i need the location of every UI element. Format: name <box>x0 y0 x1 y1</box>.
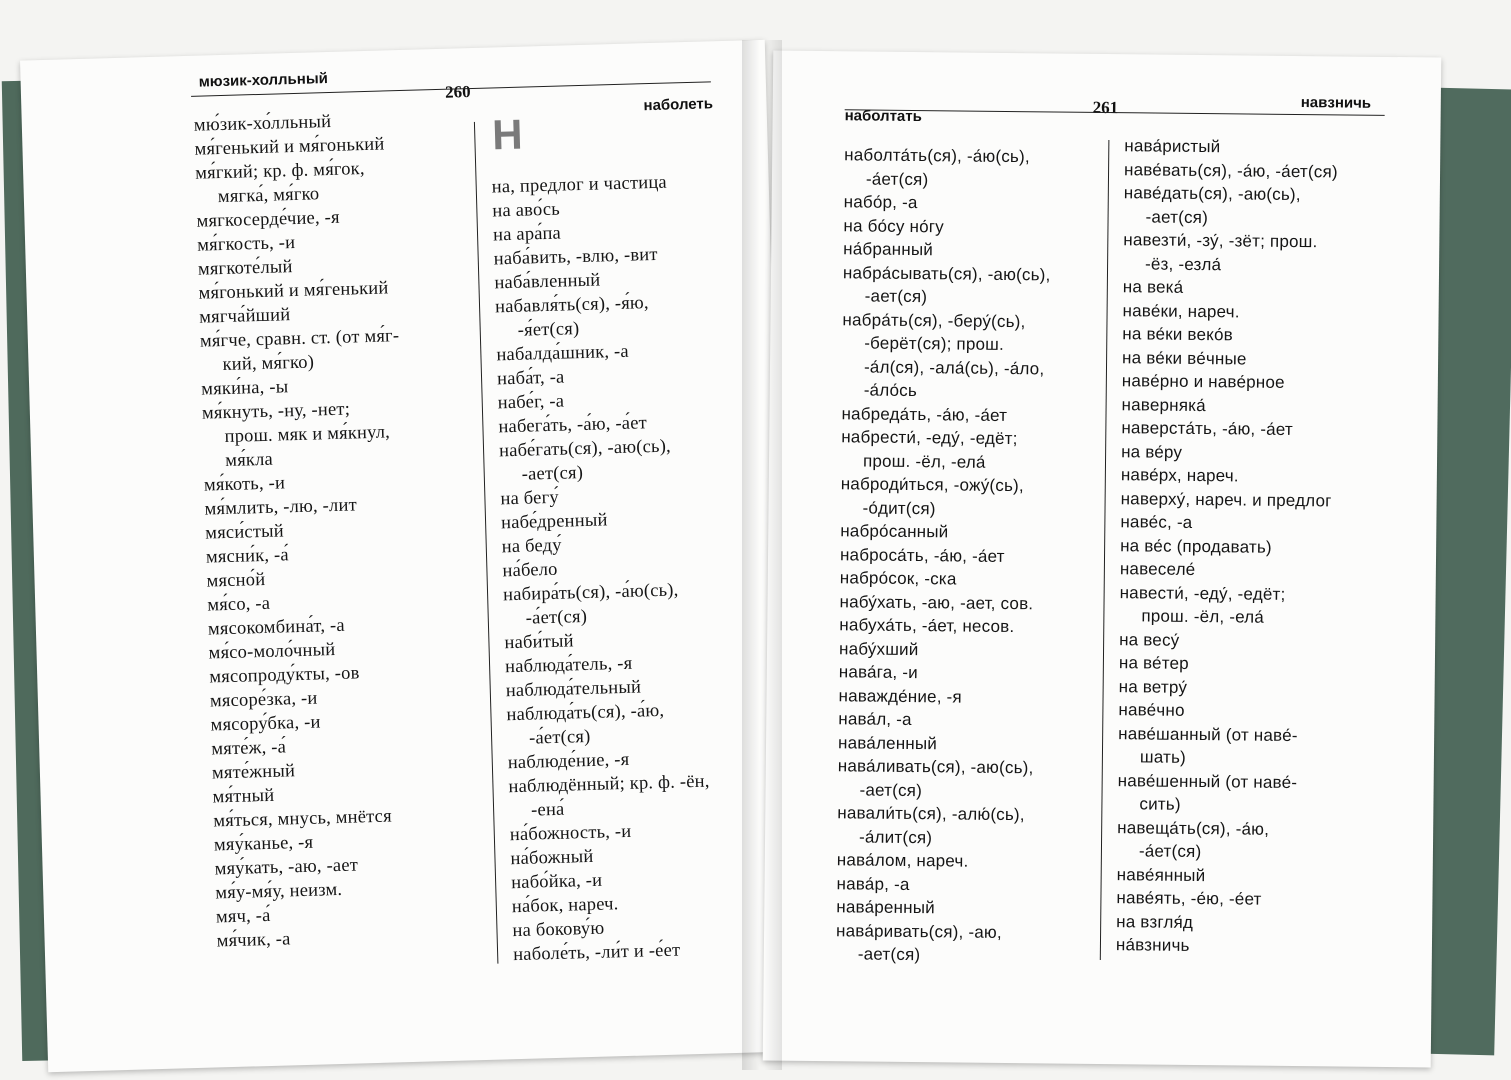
dictionary-entry-line: на́бок, нареч. <box>511 894 619 918</box>
dictionary-entry-line: набе́г, -а <box>497 391 565 414</box>
dictionary-entry-line: прош. -ёл, -ела́ <box>862 450 986 472</box>
dictionary-entry-line: мя́тный <box>212 785 275 808</box>
dictionary-entry-line: кий, мя́гко) <box>222 352 315 376</box>
dictionary-entry-line: набо́р, -а <box>843 192 918 213</box>
dictionary-entry-line: наблюда́тельный <box>505 677 642 702</box>
left-page <box>20 40 793 1072</box>
dictionary-entry-line: -ает(ся) <box>1145 206 1209 227</box>
dictionary-entry-line: навеща́ть(ся), -а́ю, <box>1117 817 1270 839</box>
dictionary-entry-line: мя́со-моло́чный <box>208 640 336 664</box>
right-running-head-first: наболтать <box>844 107 922 126</box>
dictionary-entry-line: набу́хать, -аю, -ает, сов. <box>839 591 1034 613</box>
dictionary-entry-line: на́бранный <box>843 239 934 260</box>
dictionary-entry-line: наве́чно <box>1118 700 1185 720</box>
dictionary-entry-line: мя́чик, -а <box>216 929 291 952</box>
dictionary-entry-line: нава́л, -а <box>838 709 912 730</box>
right-page <box>763 51 1442 1068</box>
dictionary-entry-line: на́божный <box>510 846 594 870</box>
dictionary-entry-line: мягкоте́лый <box>197 257 293 280</box>
dictionary-entry-line: набега́ть, -а́ю, -а́ет <box>498 413 648 438</box>
dictionary-entry-line: наве́дать(ся), -аю(сь), <box>1123 183 1301 205</box>
right-page-number: 261 <box>1092 97 1119 118</box>
dictionary-entry-line: мя́гкость, -и <box>196 232 296 256</box>
dictionary-entry-line: набавля́ть(ся), -я́ю, <box>494 293 650 318</box>
dictionary-entry-line: прош. мяк и мя́кнул, <box>224 422 391 448</box>
dictionary-entry-line: мя́кнуть, -ну, -нет; <box>201 399 351 424</box>
dictionary-entry-line: -берёт(ся); прош. <box>864 333 1005 354</box>
dictionary-entry-line: наби́тый <box>504 631 574 654</box>
dictionary-entry-line: мяте́ж, -а́ <box>211 737 287 760</box>
dictionary-entry-line: набрести́, -еду́, -едёт; <box>841 427 1018 449</box>
dictionary-entry-line: набалда́шник, -а <box>496 341 630 366</box>
dictionary-entry-line: на́взничь <box>1115 935 1190 955</box>
dictionary-entry-line: нава́ривать(ся), -аю, <box>835 920 1002 942</box>
dictionary-entry-line: на бо́су но́гу <box>843 215 945 236</box>
dictionary-entry-line: наверху́, нареч. и предлог <box>1120 488 1332 510</box>
left-column-1 <box>194 106 502 954</box>
dictionary-entry-line: наважде́ние, -я <box>838 685 962 707</box>
dictionary-entry-line: набира́ть(ся), -а́ю(сь), <box>502 580 679 606</box>
dictionary-entry-line: -ает(ся) <box>859 779 923 800</box>
dictionary-entry-line: -ает(ся) <box>864 286 928 307</box>
dictionary-entry-line: наверста́ть, -а́ю, -а́ет <box>1121 418 1294 439</box>
dictionary-entry-line: -о́дит(ся) <box>862 497 936 518</box>
dictionary-entry-line: мяси́стый <box>205 521 285 544</box>
right-column-2 <box>1116 134 1425 960</box>
dictionary-entry-line: наба́т, -а <box>496 367 565 390</box>
dictionary-entry-line: мя́генький и мя́гонький <box>194 134 385 160</box>
dictionary-entry-line: навали́ть(ся), -алю́(сь), <box>837 803 1025 825</box>
dictionary-entry-line: наблюда́ть(ся), -а́ю, <box>506 700 665 726</box>
dictionary-entry-line: на ве́тер <box>1118 653 1189 673</box>
dictionary-entry-line: наба́вленный <box>494 270 601 294</box>
dictionary-entry-line: набреда́ть, -а́ю, -а́ет <box>841 403 1008 425</box>
dictionary-entry-line: -а́ет(ся) <box>528 726 591 749</box>
dictionary-entry-line: мясокомбина́т, -а <box>207 615 345 640</box>
dictionary-entry-line: наболта́ть(ся), -а́ю(сь), <box>844 145 1030 167</box>
dictionary-entry-line: наба́вить, -влю, -вит <box>493 244 658 270</box>
dictionary-entry-line: нава́ристый <box>1124 136 1221 157</box>
dictionary-entry-line: нава́ленный <box>837 732 938 753</box>
dictionary-entry-line: навести́, -еду́, -едёт; <box>1119 582 1286 604</box>
dictionary-entry-line: мясору́бка, -и <box>210 712 321 736</box>
dictionary-entry-line: -ает(ся) <box>521 463 584 485</box>
dictionary-entry-line: наве́рно и наве́рное <box>1121 371 1285 392</box>
left-running-head-last: наболеть <box>643 95 714 115</box>
dictionary-entry-line: набра́сывать(ся), -аю(сь), <box>842 262 1051 284</box>
dictionary-entry-line: на, предлог и частица <box>491 172 668 198</box>
dictionary-entry-line: мя́гонький и мя́генький <box>198 278 389 304</box>
dictionary-entry-line: на ара́па <box>492 223 562 246</box>
dictionary-entry-line: мяч, -а́ <box>215 905 271 928</box>
dictionary-entry-line: наблюде́ние, -я <box>507 749 630 774</box>
dictionary-entry-line: набо́йка, -и <box>510 870 603 894</box>
dictionary-entry-line: на ве́с (продавать) <box>1120 535 1272 557</box>
dictionary-entry-line: шать) <box>1139 747 1187 767</box>
dictionary-entry-line: -а́ет(ся) <box>865 169 929 189</box>
dictionary-entry-line: -ена́ <box>530 799 565 821</box>
dictionary-entry-line: мягка́, мя́гко <box>217 184 320 208</box>
dictionary-entry-line: на ве́ки веко́в <box>1122 324 1233 345</box>
dictionary-entry-line: наблюда́тель, -я <box>504 653 633 678</box>
dictionary-entry-line: наблюдённый; кр. ф. -ён, <box>508 771 710 798</box>
dictionary-entry-line: нава́ливать(ся), -аю(сь), <box>837 756 1034 778</box>
dictionary-entry-line: мяте́жный <box>211 761 296 784</box>
dictionary-entry-line: наброса́ть, -а́ю, -а́ет <box>839 544 1005 566</box>
dictionary-entry-line: -ает(ся) <box>857 944 921 965</box>
dictionary-entry-line: мя́гче, сравн. ст. (от мя́г- <box>199 326 400 352</box>
section-letter: Н <box>491 110 524 159</box>
left-column-2 <box>491 168 768 967</box>
dictionary-entry-line: -а́ет(ся) <box>525 606 588 629</box>
dictionary-entry-line: на весу́ <box>1119 629 1180 650</box>
dictionary-entry-line: -ёз, -езла́ <box>1144 253 1222 274</box>
dictionary-entry-line: наве́вать(ся), -а́ю, -а́ет(ся) <box>1123 159 1338 181</box>
dictionary-entry-line: мяу́кать, -аю, -ает <box>214 855 359 880</box>
dictionary-entry-line: мю́зик-хо́лльный <box>193 111 332 136</box>
dictionary-entry-line: на аво́сь <box>492 199 561 222</box>
dictionary-entry-line: на бокову́ю <box>512 918 605 942</box>
dictionary-entry-line: мяу́канье, -я <box>213 832 314 856</box>
dictionary-entry-line: мяки́на, -ы <box>200 377 289 400</box>
dictionary-entry-line: нава́га, -и <box>838 662 918 683</box>
dictionary-entry-line: мя́коть, -и <box>203 473 286 496</box>
dictionary-entry-line: набе́гать(ся), -аю(сь), <box>498 436 672 462</box>
dictionary-entry-line: -а́ет(ся) <box>1138 841 1202 862</box>
left-running-head-first: мюзик-холльный <box>198 70 329 91</box>
dictionary-entry-line: мягча́йший <box>198 305 291 328</box>
dictionary-entry-line: мя́со, -а <box>207 593 271 616</box>
dictionary-entry-line: мя́у-мя́у, неизм. <box>215 879 343 904</box>
dictionary-entry-line: навеселе́ <box>1119 559 1196 579</box>
dictionary-entry-line: нава́р, -а <box>836 873 910 894</box>
dictionary-entry-line: сить) <box>1139 794 1181 814</box>
dictionary-entry-line: -а́лит(ся) <box>858 826 933 847</box>
dictionary-entry-line: наверняка́ <box>1121 394 1206 415</box>
dictionary-entry-line: мягкосерде́чие, -я <box>196 207 340 232</box>
dictionary-entry-line: на́божность, -и <box>509 821 632 846</box>
dictionary-entry-line: на бегу́ <box>500 487 560 510</box>
dictionary-entry-line: на ве́ру <box>1121 441 1183 462</box>
dictionary-entry-line: наболе́ть, -ли́т и -е́ет <box>512 940 681 966</box>
dictionary-entry-line: наве́с, -а <box>1120 512 1193 532</box>
dictionary-entry-line: мясопроду́кты, -ов <box>209 663 360 688</box>
dictionary-entry-line: мясно́й <box>206 569 266 592</box>
dictionary-entry-line: -а́л(ся), -ала́(сь), -а́ло, <box>863 356 1045 378</box>
dictionary-entry-line: мя́млить, -лю, -лит <box>204 495 358 520</box>
dictionary-entry-line: наве́ки, нареч. <box>1122 300 1240 321</box>
dictionary-entry-line: нава́лом, нареч. <box>836 850 969 871</box>
dictionary-entry-line: на ветру́ <box>1118 676 1188 697</box>
dictionary-entry-line: -а́ло́сь <box>863 380 918 401</box>
right-running-head-last: навзничь <box>1300 94 1372 112</box>
dictionary-entry-line: на беду́ <box>501 535 562 558</box>
dictionary-entry-line: мя́кла <box>224 449 274 472</box>
dictionary-entry-line: на́бело <box>502 559 558 582</box>
dictionary-entry-line: нава́ренный <box>836 897 935 918</box>
book-gutter <box>742 40 782 1070</box>
dictionary-entry-line: прош. -ёл, -ела́ <box>1141 606 1265 627</box>
dictionary-entry-line: наброди́ться, -ожу́(сь), <box>840 474 1024 496</box>
dictionary-entry-line: наве́янный <box>1116 864 1206 885</box>
dictionary-entry-line: наве́рх, нареч. <box>1120 465 1239 486</box>
dictionary-entry-line: набро́санный <box>840 521 949 542</box>
dictionary-entry-line: наве́шанный (от наве́- <box>1118 723 1298 745</box>
dictionary-entry-line: на ве́ки ве́чные <box>1122 347 1247 369</box>
dictionary-entry-line: набуха́ть, -а́ет, несов. <box>839 615 1015 637</box>
dictionary-entry-line: мясоре́зка, -и <box>209 688 318 712</box>
dictionary-entry-line: набу́хший <box>838 638 919 659</box>
dictionary-entry-line: на века́ <box>1122 277 1184 297</box>
right-column-1 <box>836 143 1110 968</box>
left-page-number: 260 <box>444 82 471 102</box>
dictionary-entry-line: мя́ться, мнусь, мнётся <box>213 806 393 832</box>
dictionary-entry-line: -я́ет(ся) <box>517 319 580 341</box>
dictionary-entry-line: набе́дренный <box>500 510 608 534</box>
dictionary-entry-line: набро́сок, -ска <box>839 568 957 589</box>
dictionary-entry-line: мя́гкий; кр. ф. мя́гок, <box>194 159 365 184</box>
dictionary-entry-line: навезти́, -зу́, -зёт; прош. <box>1123 230 1318 252</box>
dictionary-entry-line: наве́ять, -е́ю, -е́ет <box>1116 888 1262 909</box>
dictionary-entry-line: мясни́к, -а́ <box>205 545 290 568</box>
dictionary-entry-line: наве́шенный (от наве́- <box>1117 770 1298 792</box>
dictionary-entry-line: на взгля́д <box>1116 911 1194 932</box>
dictionary-entry-line: набра́ть(ся), -беру́(сь), <box>842 309 1026 331</box>
